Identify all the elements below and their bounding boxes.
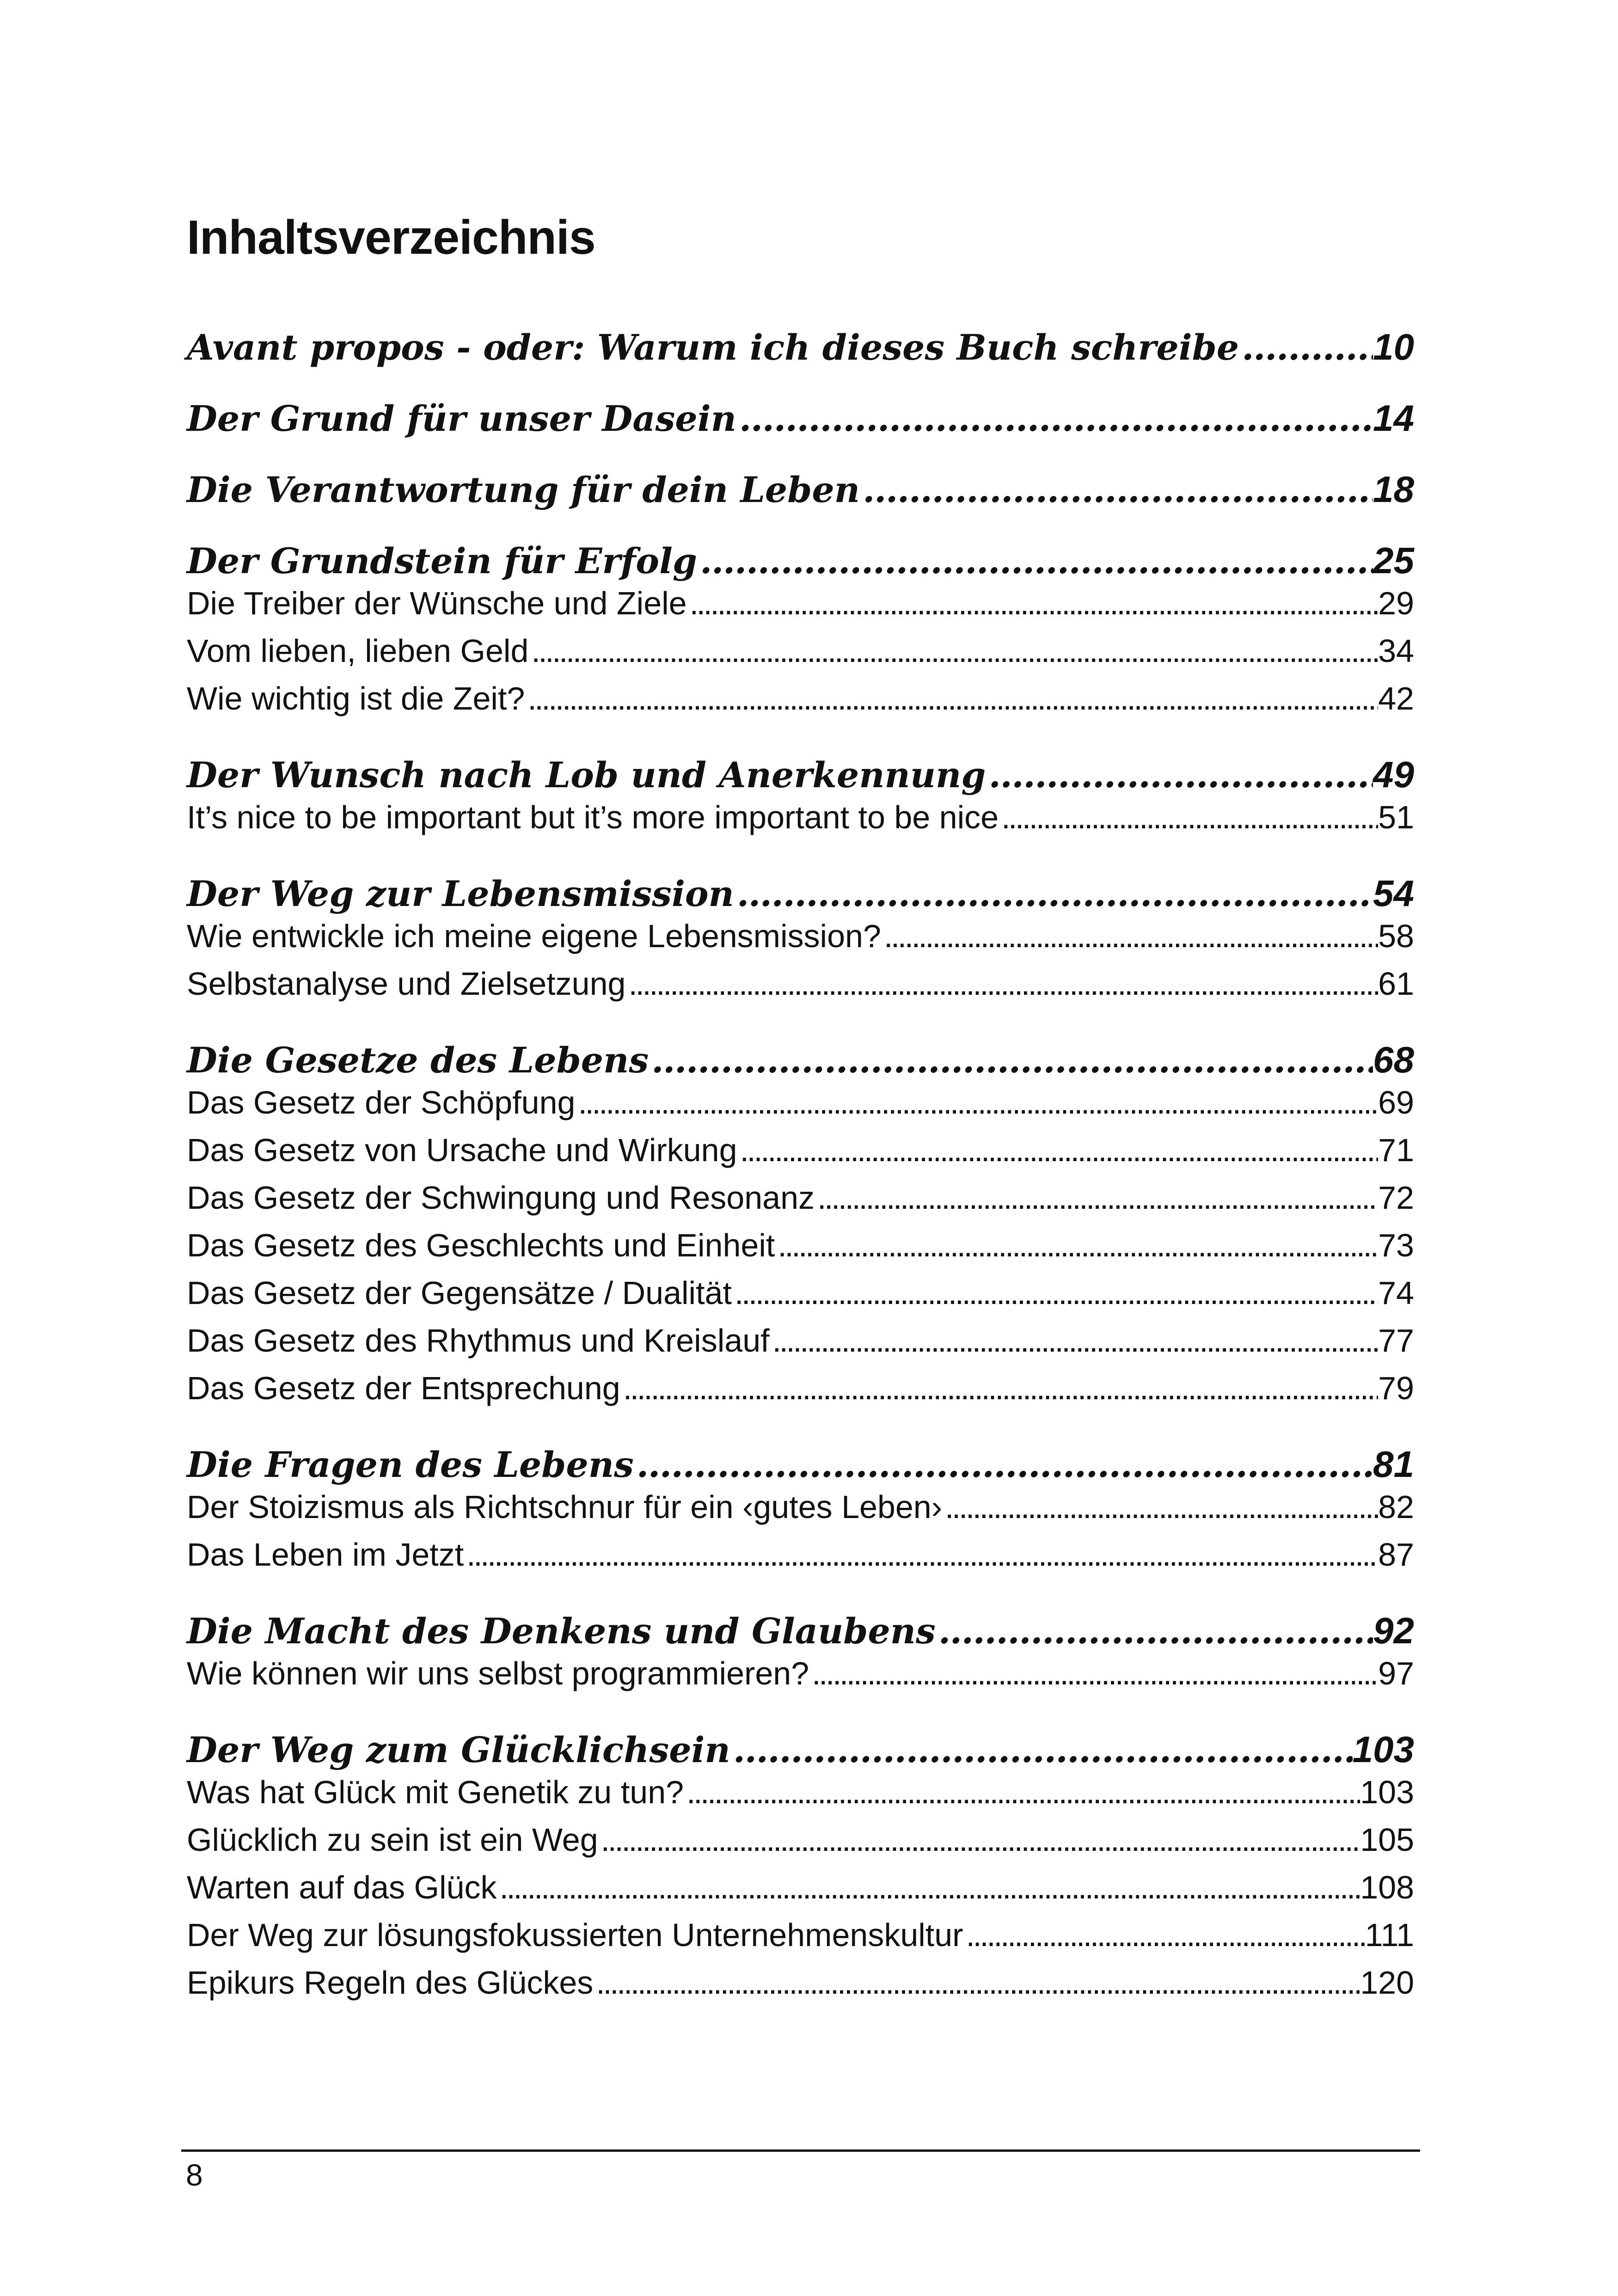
toc-section-entry: [187, 1655, 1414, 1702]
toc-dot-leader: [649, 1040, 1373, 1081]
toc-entry-title: Das Gesetz des Geschlechts und Einheit: [187, 1227, 775, 1263]
toc-entry-page-number: 61: [1378, 966, 1414, 1002]
toc-entry-title: Wie wichtig ist die Zeit?: [187, 680, 525, 716]
toc-chapter-entry: [187, 468, 1414, 514]
toc-section-entry: [187, 1536, 1414, 1584]
toc-entry-title: Was hat Glück mit Genetik zu tun?: [187, 1774, 684, 1810]
toc-section-entry: [187, 1488, 1414, 1536]
toc-dot-leader: [815, 1179, 1378, 1216]
toc-section-entry: [187, 965, 1414, 1013]
toc-dot-leader: [598, 1821, 1361, 1858]
toc-dot-leader: [732, 1274, 1378, 1311]
toc-section-entry: [187, 632, 1414, 680]
toc-entry-title: Die Fragen des Lebens: [187, 1444, 634, 1485]
toc-entry-title: Epikurs Regeln des Glückes: [187, 1965, 594, 2001]
toc-dot-leader: [730, 1729, 1353, 1770]
toc-entry-title: Avant propos - oder: Warum ich dieses Buch schreibe: [187, 327, 1239, 368]
toc-dot-leader: [860, 469, 1373, 510]
toc-chapter-entry: [187, 1443, 1414, 1488]
toc-entry-title: Selbstanalyse und Zielsetzung: [187, 966, 626, 1002]
toc-entry-title: Die Treiber der Wünsche und Ziele: [187, 585, 687, 621]
toc-chapter-entry: [187, 872, 1414, 918]
toc-section-entry: [187, 1132, 1414, 1179]
toc-section-entry: [187, 1916, 1414, 1964]
toc-dot-leader: [986, 754, 1373, 796]
toc-entry-title: Die Macht des Denkens und Glaubens: [187, 1610, 936, 1652]
toc-entry-page-number: 58: [1378, 918, 1414, 954]
table-of-contents: [187, 326, 1414, 2012]
toc-entry-page-number: 79: [1378, 1370, 1414, 1406]
toc-entry-title: Die Verantwortung für dein Leben: [187, 469, 860, 510]
toc-entry-title: Das Gesetz der Entsprechung: [187, 1370, 620, 1406]
toc-dot-leader: [737, 1132, 1379, 1169]
toc-entry-title: Der Weg zur Lebensmission: [187, 873, 734, 914]
toc-entry-title: Warten auf das Glück: [187, 1869, 497, 1905]
toc-dot-leader: [496, 1869, 1360, 1906]
toc-dot-leader: [736, 398, 1373, 439]
toc-section-entry: [187, 585, 1414, 632]
toc-section-entry: [187, 1774, 1414, 1821]
toc-entry-page-number: 82: [1378, 1489, 1414, 1525]
toc-entry-title: Das Gesetz des Rhythmus und Kreislauf: [187, 1322, 770, 1359]
toc-section-entry: [187, 1227, 1414, 1274]
toc-entry-title: Glücklich zu sein ist ein Weg: [187, 1822, 598, 1858]
toc-entry-page-number: 34: [1378, 633, 1414, 669]
toc-entry-page-number: 54: [1373, 873, 1414, 914]
toc-chapter-entry: [187, 397, 1414, 442]
toc-dot-leader: [963, 1916, 1365, 1953]
toc-entry-page-number: 97: [1378, 1655, 1414, 1691]
toc-entry-title: Der Grundstein für Erfolg: [187, 540, 698, 582]
toc-entry-page-number: 73: [1378, 1227, 1414, 1263]
toc-entry-page-number: 74: [1378, 1275, 1414, 1311]
toc-section-entry: [187, 1274, 1414, 1322]
toc-entry-page-number: 103: [1352, 1729, 1414, 1770]
toc-entry-page-number: 72: [1378, 1180, 1414, 1216]
toc-section-entry: [187, 1869, 1414, 1916]
toc-entry-page-number: 14: [1373, 398, 1414, 439]
toc-chapter-entry: [187, 1728, 1414, 1774]
toc-entry-title: Das Gesetz von Ursache und Wirkung: [187, 1132, 737, 1168]
toc-section-entry: [187, 799, 1414, 846]
toc-dot-leader: [942, 1488, 1378, 1525]
toc-entry-title: Das Gesetz der Gegensätze / Dualität: [187, 1275, 732, 1311]
toc-section-entry: [187, 1179, 1414, 1227]
toc-dot-leader: [528, 632, 1378, 669]
toc-section-entry: [187, 680, 1414, 728]
toc-entry-page-number: 71: [1378, 1132, 1414, 1168]
toc-entry-title: Das Leben im Jetzt: [187, 1537, 464, 1573]
toc-entry-title: Der Grund für unser Dasein: [187, 398, 736, 439]
toc-entry-page-number: 42: [1378, 680, 1414, 716]
toc-dot-leader: [881, 918, 1378, 955]
toc-entry-page-number: 51: [1378, 799, 1414, 835]
toc-entry-title: Vom lieben, lieben Geld: [187, 633, 529, 669]
toc-section-entry: [187, 918, 1414, 965]
toc-entry-title: Wie entwickle ich meine eigene Lebensmission?: [187, 918, 881, 954]
toc-chapter-entry: [187, 753, 1414, 799]
toc-dot-leader: [684, 1774, 1360, 1811]
toc-section-entry: [187, 1370, 1414, 1417]
toc-entry-title: Wie können wir uns selbst programmieren?: [187, 1655, 809, 1691]
toc-entry-page-number: 87: [1378, 1537, 1414, 1573]
toc-section-entry: [187, 1821, 1414, 1869]
toc-dot-leader: [625, 965, 1378, 1002]
toc-dot-leader: [1239, 327, 1373, 368]
toc-entry-page-number: 105: [1360, 1822, 1414, 1858]
toc-chapter-entry: [187, 1039, 1414, 1084]
page-title: Inhaltsverzeichnis: [187, 211, 595, 264]
toc-entry-title: Der Weg zur lösungsfokussierten Unternehmenskultur: [187, 1917, 963, 1953]
toc-entry-page-number: 92: [1373, 1610, 1414, 1651]
toc-dot-leader: [593, 1964, 1360, 2001]
toc-dot-leader: [620, 1370, 1378, 1407]
toc-section-entry: [187, 1964, 1414, 2012]
toc-dot-leader: [464, 1536, 1378, 1573]
toc-entry-page-number: 77: [1378, 1322, 1414, 1359]
toc-dot-leader: [809, 1655, 1378, 1692]
toc-dot-leader: [999, 799, 1378, 836]
page-number: 8: [186, 2158, 203, 2192]
toc-dot-leader: [634, 1444, 1373, 1485]
toc-chapter-entry: [187, 1610, 1414, 1655]
toc-entry-title: Das Gesetz der Schöpfung: [187, 1084, 576, 1120]
toc-dot-leader: [575, 1084, 1378, 1121]
toc-dot-leader: [770, 1322, 1379, 1359]
toc-dot-leader: [775, 1227, 1378, 1264]
toc-chapter-entry: [187, 326, 1414, 371]
toc-entry-title: Das Gesetz der Schwingung und Resonanz: [187, 1180, 815, 1216]
toc-entry-title: It’s nice to be important but it’s more important to be nice: [187, 799, 999, 835]
toc-dot-leader: [687, 585, 1379, 622]
toc-entry-page-number: 111: [1365, 1917, 1414, 1953]
toc-dot-leader: [734, 873, 1373, 914]
toc-entry-page-number: 120: [1360, 1965, 1414, 2001]
toc-entry-page-number: 29: [1378, 585, 1414, 621]
toc-dot-leader: [697, 540, 1373, 582]
toc-entry-page-number: 81: [1373, 1444, 1414, 1485]
toc-dot-leader: [525, 680, 1378, 717]
toc-dot-leader: [936, 1610, 1373, 1652]
toc-entry-title: Der Stoizismus als Richtschnur für ein ‹gutes Leben›: [187, 1489, 943, 1525]
toc-entry-page-number: 25: [1373, 540, 1414, 581]
toc-entry-page-number: 49: [1373, 754, 1414, 795]
toc-entry-title: Die Gesetze des Lebens: [187, 1040, 649, 1081]
toc-entry-page-number: 10: [1373, 326, 1414, 367]
footer-divider: [181, 2149, 1420, 2152]
toc-entry-page-number: 108: [1360, 1869, 1414, 1905]
toc-section-entry: [187, 1084, 1414, 1132]
toc-chapter-entry: [187, 539, 1414, 585]
toc-entry-page-number: 18: [1373, 469, 1414, 510]
toc-entry-title: Der Wunsch nach Lob und Anerkennung: [187, 754, 986, 796]
toc-entry-page-number: 103: [1360, 1774, 1414, 1810]
toc-section-entry: [187, 1322, 1414, 1370]
toc-entry-page-number: 68: [1373, 1039, 1414, 1080]
toc-entry-page-number: 69: [1378, 1084, 1414, 1120]
toc-entry-title: Der Weg zum Glücklichsein: [187, 1729, 730, 1770]
